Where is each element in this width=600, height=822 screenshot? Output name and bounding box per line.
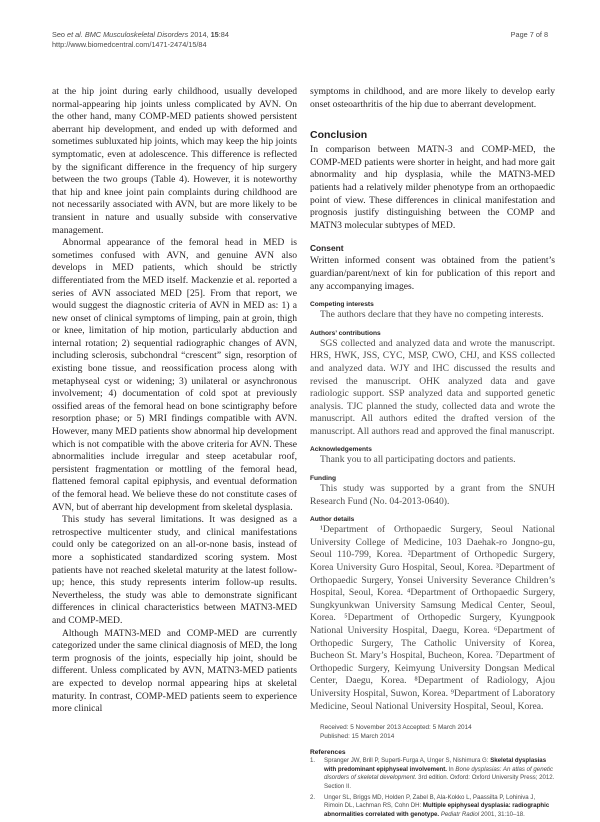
- reference-title: Multiple epiphyseal dysplasia: radiographic abnormalities correlated with genotype.: [324, 802, 550, 818]
- body-paragraph: Abnormal appearance of the femoral head in MED is sometimes confused with AVN, and genuine AVN also develops in MED patients, which should be strictly differentiated from the MED itself. Mackenzie et al. reported a series of AVN associated MED [25]. From that report, we would suggest the diagnostic criteria of AVN in MED as: 1) a new onset of clinical symptoms of limping, pain at groin, thigh or knee, limitation of hip motion, particularly abduction and internal rotation; 2) sequential radiographic changes of AVN, including sclerosis, subchondral “crescent” sign, resorption of existing bone tissue, and reossification process along with metaphyseal cyst or widening; 3) unilateral or asynchronous involvement; 4) documentation of cold spot at previously ossified areas of the femoral head on bone scintigraphy before resorption phase; or 5) MRI findings compatible with AVN. However, many MED patients show abnormal hip development which is not compatible with the above criteria for AVN. These abnormalities include irregular and steep acetabular roof, persistent fragmentation or mottling of the femoral head, flattened femoral capital epiphysis, and eventual deformation of the femoral head. We believe these do not constitute cases of AVN, but of aberrant hip development from skeletal dysplasia.: [52, 237, 297, 513]
- page-number: Page 7 of 8: [510, 30, 548, 39]
- conclusion-text: In comparison between MATN-3 and COMP-MED, the COMP-MED patients were shorter in height, and had more gait abnormality and hip dysplasia, while the MATN3-MED patients had a relatively milder phenotype from an orthopaedic point of view. These differences in clinical manifestation and prognosis justify distinguishing between the COMP and MATN3 molecular subtypes of MED.: [310, 144, 555, 231]
- citation-authors: Seo: [52, 30, 68, 39]
- competing-interests-text: The authors declare that they have no competing interests.: [320, 309, 544, 321]
- reference-mid: In: [446, 765, 456, 773]
- body-paragraph: Although MATN3-MED and COMP-MED are currently categorized under the same clinical diagnosis of MED, the long term prognosis of the joints, especially hip joint, should be different. Unless complicated by AVN, MATN3-MED patients are expected to develop normal appearing hips at skeletal maturity. In contrast, COMP-MED patients seem to experience more clinical: [52, 627, 297, 715]
- publication-dates: [310, 724, 555, 741]
- contributions-text: SGS collected and analyzed data and wrote the manuscript. HRS, HWK, JSS, CYC, MSP, CWO, CHJ, and KSS collected and analyzed data. WJY and IHC discussed the results and revised the manuscript. OHK analyzed data and gave radiologic support. SSP analyzed data and supported genetic analysis. TJC planned the study, collected data and wrote the manuscript. All authors edited the drafted version of the manuscript. All authors read and approved the final manuscript.: [310, 337, 555, 437]
- contributions-heading: Authors’ contributions: [310, 329, 381, 337]
- acknowledgements-heading: Acknowledgements: [310, 446, 372, 454]
- citation-year: 2014,: [188, 30, 211, 39]
- page-header: [52, 30, 548, 50]
- published-date: Published: 15 March 2014: [320, 732, 395, 740]
- consent-text: Written informed consent was obtained from the patient’s guardian/parent/next of kin for publication of this report and any accompanying images.: [310, 255, 555, 292]
- left-column: [52, 86, 297, 716]
- consent-heading: Consent: [310, 243, 344, 254]
- citation: [52, 30, 548, 40]
- citation-article: :84: [218, 30, 229, 39]
- body-paragraph: This study has several limitations. It was designed as a retrospective multicenter study, and clinical manifestations could only be categorized on an all-or-none basis, instead of more a sophisticated standardized scoring system. Most patients have not reached skeletal maturity at the latest follow-up; hence, this study represents interim follow-up results. Nevertheless, the study was able to demonstrate significant differences in clinical characteristics between MATN3-MED and COMP-MED.: [52, 514, 297, 626]
- citation-volume: 15: [210, 30, 219, 39]
- reference-journal: Pediatr Radiol: [440, 810, 480, 818]
- body-paragraph: at the hip joint during early childhood, usually developed normal-appearing hip joints unless complicated by AVN. On the other hand, many COMP-MED patients showed persistent aberrant hip development, and ended up with deformed and sometimes subluxated hip joints, which may keep the hip joints symptomatic, even at adolescence. This difference is reflected by the significant difference in the frequency of hip surgery between the two groups (Table 4). However, it is noteworthy that hip and knee joint pain complaints during childhood are not necessarily associated with AVN, but are more likely to be transient in nature and usually subside with conservative management.: [52, 86, 297, 236]
- author-details-text: ¹Department of Orthopaedic Surgery, Seoul National University College of Medicine, 103 Daehak-ro Jongno-gu, Seoul 110-799, Korea. ²Department of Orthopedic Surgery, Korea University Guro Hospital, Seoul, Korea. ³Department of Orthopaedic Surgery, Yonsei University Severance Children’s Hospital, Seoul, Korea. ⁴Department of Orthopaedic Surgery, Sungkyunkwan University Samsung Medical Center, Seoul, Korea. ⁵Department of Orthopedic Surgery, Kyungpook National University Hospital, Daegu, Korea. ⁶Department of Orthopedic Surgery, The Catholic University of Korea, Bucheon St. Mary’s Hospital, Bucheon, Korea. ⁷Department of Orthopedic Surgery, Keimyung University Dongsan Medical Center, Daegu, Korea. ⁸Department of Radiology, Ajou University Hospital, Suwon, Korea. ⁹Department of Laboratory Medicine, Seoul National University Hospital, Seoul, Korea.: [310, 524, 555, 712]
- article-url[interactable]: http://www.biomedcentral.com/1471-2474/15/84: [52, 40, 207, 49]
- reference-authors: Spranger JW, Brill P, Superti-Furga A, Unger S, Nishimura G:: [324, 757, 491, 765]
- right-column: [310, 86, 555, 822]
- reference-journal: Bone dysplasias: An atlas of genetic disorders of skeletal development.: [324, 765, 554, 782]
- reference-number: 2.: [310, 793, 316, 801]
- reference-tail: 3rd edition. Oxford: Oxford University Press; 2012. Section II.: [324, 774, 555, 790]
- funding-heading: Funding: [310, 475, 336, 483]
- conclusion-heading: Conclusion: [310, 129, 368, 142]
- references-heading: References: [310, 749, 346, 757]
- reference-tail: 2001, 31:10–18.: [479, 810, 525, 818]
- received-accepted-date: Received: 5 November 2013 Accepted: 5 March 2014: [320, 724, 472, 732]
- author-details-heading: Author details: [310, 516, 355, 524]
- reference-list: [310, 757, 555, 819]
- body-paragraph: symptoms in childhood, and are more likely to develop early onset osteoarthritis of the hip due to aberrant development.: [310, 86, 555, 110]
- reference-title: Skeletal dysplasias with predominant epiphyseal involvement.: [324, 757, 547, 773]
- reference-item: [310, 757, 555, 791]
- funding-text: This study was supported by a grant from the SNUH Research Fund (No. 04-2013-0640).: [310, 483, 555, 507]
- reference-authors: Unger SL, Briggs MD, Holden P, Zabel B, Ala-Kokko L, Paassilta P, Lohiniva J, Rimoin DL, Lachman RS, Cohn DH:: [324, 793, 536, 810]
- reference-number: 1.: [310, 757, 316, 765]
- reference-item: [310, 794, 555, 819]
- citation-journal: et al. BMC Musculoskeletal Disorders: [67, 30, 189, 39]
- acknowledgements-text: Thank you to all participating doctors and patients.: [320, 454, 516, 466]
- competing-interests-heading: Competing interests: [310, 301, 374, 309]
